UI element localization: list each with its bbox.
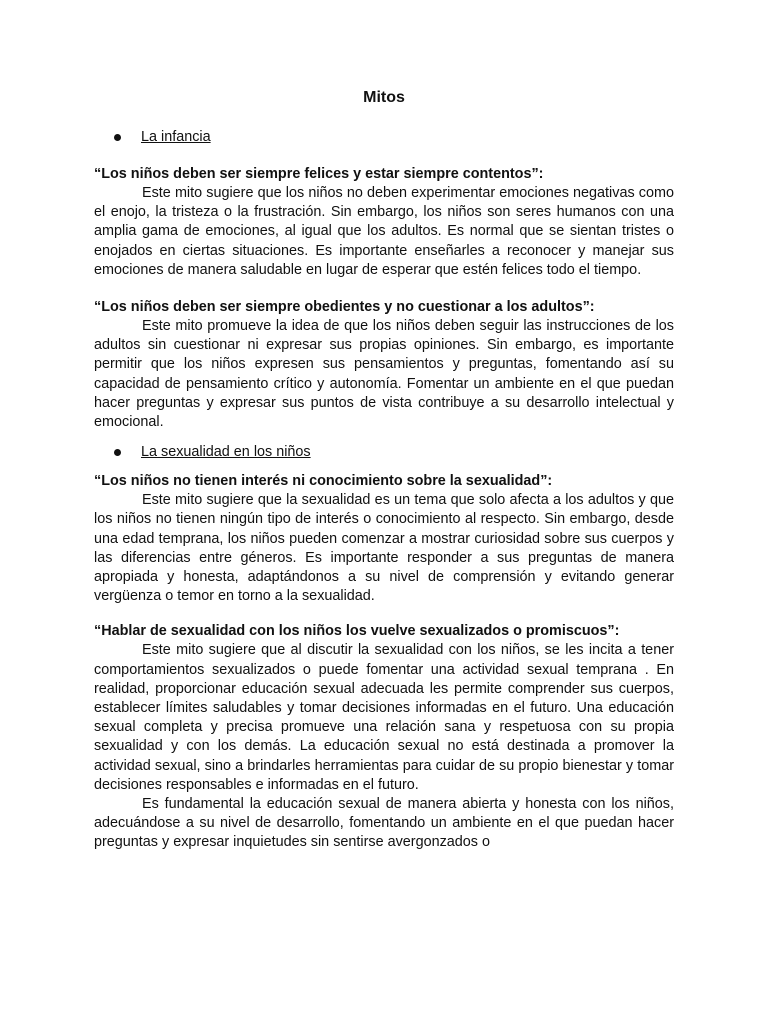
myth-paragraph: Este mito promueve la idea de que los niños deben seguir las instrucciones de los adultos sin cuestionar ni expresar sus propias opiniones. Sin embargo, es importante permitir que los niños expresen sus pensamientos y preguntas, fomentando así su capacidad de pensamiento crítico y autonomía. Fomentar un ambiente en el que puedan hacer preguntas y expresar sus puntos de vista contribuye a su desarrollo intelectual y emocional.	[94, 318, 674, 431]
bullet-dot-icon	[114, 134, 121, 141]
section-bullet-infancia	[94, 127, 674, 147]
section-label: La sexualidad en los niños	[141, 444, 311, 461]
myth-paragraph: Este mito sugiere que al discutir la sexualidad con los niños, se les incita a tener comportamientos sexualizados o puede fomentar una actividad sexual temprana . En realidad, proporcionar educación sexual adecuada les permite comprender sus cuerpos, establecer límites saludables y tomar decisiones informadas en el futuro. Una educación sexual completa y precisa promueve una relación sana y respetuosa con su propia sexualidad y con los demás. La educación sexual no está destinada a promover la actividad sexual, sino a brindarles herramientas para cuidar de su propio bienestar y tomar decisiones responsables e informadas en el futuro.	[94, 642, 674, 793]
section-label: La infancia	[141, 129, 211, 145]
page-title: Mitos	[363, 89, 405, 106]
section-bullet-sexualidad	[94, 442, 674, 462]
bullet-dot-icon	[114, 449, 121, 456]
myth-heading: “Los niños deben ser siempre felices y estar siempre contentos”:	[94, 166, 544, 182]
myth-paragraph-continued: Es fundamental la educación sexual de manera abierta y honesta con los niños, adecuándose a su nivel de desarrollo, fomentando un ambiente en el que puedan hacer preguntas y expresar inquietudes sin sentirse avergonzados o	[94, 796, 674, 851]
myth-heading: “Los niños no tienen interés ni conocimiento sobre la sexualidad”:	[94, 473, 553, 490]
myth-paragraph: Este mito sugiere que la sexualidad es un tema que solo afecta a los adultos y que los niños no tienen ningún tipo de interés o conocimiento al respecto. Sin embargo, desde una edad temprana, los niños pueden comenzar a mostrar curiosidad sobre sus cuerpos y las diferencias entre géneros. Es importante responder a sus preguntas de manera apropiada y honesta, adaptándonos a su nivel de comprensión y evitando generar vergüenza o temor en torno a la sexualidad.	[94, 492, 674, 605]
myth-heading: “Hablar de sexualidad con los niños los vuelve sexualizados o promiscuos”:	[94, 623, 620, 640]
myth-paragraph: Este mito sugiere que los niños no deben experimentar emociones negativas como el enojo, la tristeza o la frustración. Sin embargo, los niños son seres humanos con una amplia gama de emociones, al igual que los adultos. Es normal que se sientan tristes o enojados en ciertas situaciones. Es importante enseñarles a reconocer y manejar sus emociones de manera saludable en lugar de esperar que estén felices todo el tiempo.	[94, 185, 674, 278]
myth-heading: “Los niños deben ser siempre obedientes y no cuestionar a los adultos”:	[94, 299, 595, 316]
